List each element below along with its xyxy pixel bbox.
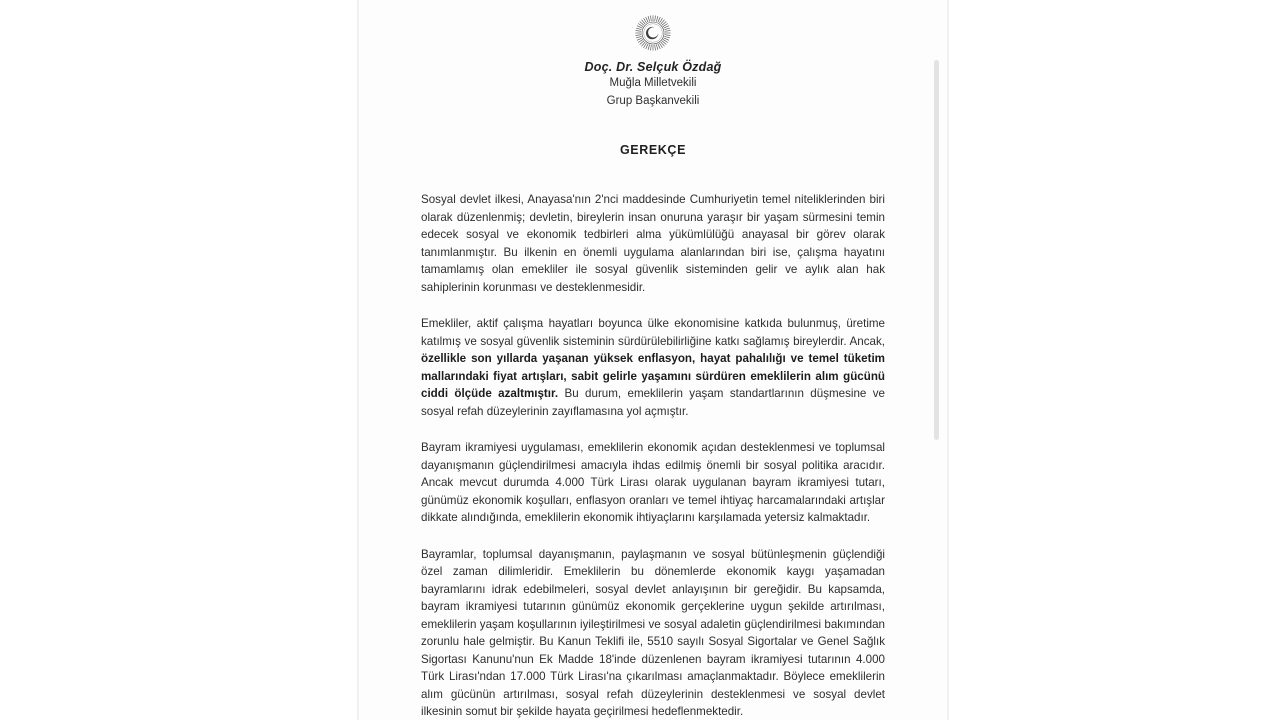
tbmm-emblem-icon (631, 11, 675, 55)
emblem-container (421, 0, 885, 55)
emphasis-run: özellikle son yıllarda yaşanan yüksek enflasyon, hayat pahalılığı ve temel tüketim mallarındaki fiyat artışları, sabit gelirle yaşamını sürdüren emeklilerin alım gücünü ciddi ölçüde azaltmıştır. (421, 352, 885, 400)
text-run: Bu durum, emeklilerin yaşam standartlarının düşmesine ve sosyal refah düzeylerinin zayıflamasına yol açmıştır. (421, 387, 885, 418)
vertical-scrollbar-thumb[interactable] (934, 60, 939, 440)
author-block (421, 60, 885, 109)
paragraph-p2 (421, 315, 885, 420)
vertical-scrollbar-track[interactable] (931, 0, 943, 720)
author-role-line-2: Grup Başkanvekili (606, 94, 700, 107)
document-page (358, 0, 948, 720)
text-run: Sosyal devlet ilkesi, Anayasa'nın 2'nci maddesinde Cumhuriyetin temel niteliklerinden biri olarak düzenlenmiş; devletin, bireylerin insan onuruna yaraşır bir yaşam sürmesini temin edecek sosyal ve ekonomik tedbirleri alma yükümlülüğü anayasal bir görev olarak tanımlanmıştır. Bu ilkenin en önemli uygulama alanlarından biri ise, çalışma hayatını tamamlamış olan emekliler ile sosyal güvenlik sisteminden gelir ve aylık alan hak sahiplerinin korunması ve desteklenmesidir. (421, 193, 885, 294)
author-name: Doç. Dr. Selçuk Özdağ (584, 60, 722, 74)
paragraph-p1 (421, 191, 885, 296)
paragraph-p4 (421, 546, 885, 720)
document-body (421, 191, 885, 720)
author-role-line-1: Muğla Milletvekili (609, 77, 697, 89)
text-run: Emekliler, aktif çalışma hayatları boyunca ülke ekonomisine katkıda bulunmuş, üretime katılmış ve sosyal güvenlik sisteminin sürdürülebilirliğine katkı sağlamış bireylerdir. Ancak, (421, 317, 885, 348)
paragraph-p3 (421, 439, 885, 527)
text-run: Bayramlar, toplumsal dayanışmanın, paylaşmanın ve sosyal bütünleşmenin güçlendiği özel zaman dilimleridir. Emeklilerin bu dönemlerde ekonomik kaygı yaşamadan bayramlarını idrak edebilmeleri, sosyal devlet anlayışının bir gereğidir. Bu kapsamda, bayram ikramiyesi tutarının günümüz ekonomik gerçeklerine uygun şekilde artırılması, emeklilerin yaşam koşullarının iyileştirilmesi ve sosyal adaletin güçlendirilmesi bakımından zorunlu hale gelmiştir. Bu Kanun Teklifi ile, 5510 sayılı Sosyal Sigortalar ve Genel Sağlık Sigortası Kanunu'nun Ek Madde 18'inde düzenlenen bayram ikramiyesi tutarının 4.000 Türk Lirası'ndan 17.000 Türk Lirası'na çıkarılması amaçlanmaktadır. Böylece emeklilerin alım gücünün artırılması, sosyal refah düzeylerinin desteklenmesi ve sosyal devlet ilkesinin somut bir şekilde hayata geçirilmesi hedeflenmektedir. (421, 547, 885, 718)
document-title: GEREKÇE (619, 143, 687, 157)
text-run: Bayram ikramiyesi uygulaması, emeklilerin ekonomik açıdan desteklenmesi ve toplumsal dayanışmanın güçlendirilmesi amacıyla ihdas edilmiş önemli bir sosyal politika aracıdır. Ancak mevcut durumda 4.000 Türk Lirası olarak uygulanan bayram ikramiyesi tutarı, günümüz ekonomik koşulları, enflasyon oranları ve temel ihtiyaç harcamalarındaki artışlar dikkate alındığında, emeklilerin ekonomik ihtiyaçlarını karşılamada yetersiz kalmaktadır. (421, 441, 885, 524)
